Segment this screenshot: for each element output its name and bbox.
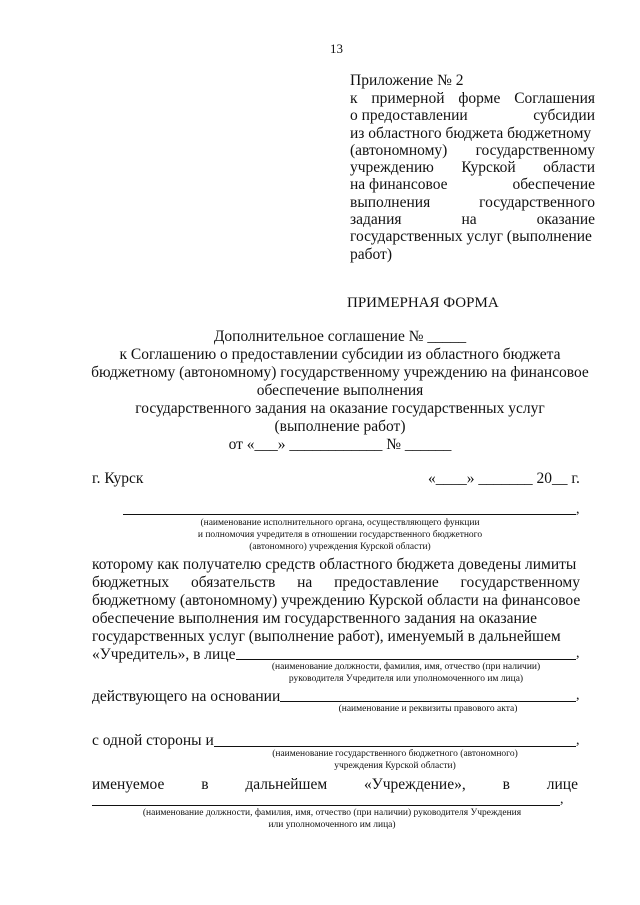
- appendix-line-7: [350, 194, 595, 211]
- named-word: лице: [546, 776, 578, 793]
- p1-word: бюджетному (автономному) учреждению Курской области на финансовое: [92, 592, 581, 609]
- named-line: [92, 776, 578, 794]
- appendix-word: форме: [458, 90, 501, 107]
- acting-caption: (наименование и реквизиты правового акта): [338, 704, 518, 714]
- appendix-word: к: [350, 90, 358, 107]
- p1-line-3: [92, 592, 580, 610]
- date-field: «____» _______ 20__ г.: [428, 470, 580, 487]
- appendix-word: государственных услуг (выполнение: [350, 228, 592, 246]
- appendix-line-4: [350, 142, 595, 159]
- appendix-last-line: работ): [350, 246, 392, 263]
- appendix-text: [350, 90, 595, 246]
- appendix-word: оказание: [536, 211, 595, 229]
- one-side-caption-1: (наименование государственного бюджетного (автономного): [272, 749, 518, 759]
- founder-caption-3: (автономного) учреждения Курской области): [249, 542, 431, 552]
- p1-caption-1: (наименование должности, фамилия, имя, отчество (при наличии): [271, 662, 541, 672]
- agreement-number: Дополнительное соглашение № _____: [213, 328, 467, 345]
- appendix-line-1: [350, 90, 595, 107]
- p1-word: бюджетных: [92, 574, 170, 591]
- agreement-line-2: к Соглашению о предоставлении субсидии из областного бюджета: [119, 346, 561, 363]
- institution-comma: ,: [576, 733, 580, 748]
- appendix-word: из областного бюджета бюджетному: [350, 124, 592, 142]
- founder-representative-line[interactable]: [236, 659, 576, 660]
- one-side-caption-2: учреждения Курской области): [334, 761, 456, 771]
- appendix-line-9: [350, 228, 595, 245]
- named-word: «Учреждение»,: [364, 776, 466, 793]
- appendix-word: о предоставлении: [350, 107, 468, 125]
- body-paragraph: [92, 556, 580, 646]
- p1-word: обеспечение выполнения им государственного задания на оказание: [92, 610, 538, 627]
- form-heading: ПРИМЕРНАЯ ФОРМА: [347, 295, 499, 311]
- place: г. Курск: [92, 470, 144, 487]
- named-word: дальнейшем: [245, 776, 328, 793]
- appendix-word: примерной: [371, 90, 445, 107]
- p1-word: государственному: [460, 574, 580, 591]
- p1-caption-2: руководителя Учредителя или уполномоченного им лица): [288, 674, 524, 684]
- acting-basis-line[interactable]: [280, 701, 576, 702]
- founder-label: «Учредитель», в лице: [92, 646, 236, 663]
- p1-line-1: [92, 556, 580, 574]
- appendix-word: задания: [350, 211, 402, 229]
- founder-caption-1: (наименование исполнительного органа, осуществляющего функции: [200, 518, 480, 528]
- p1-word: которому как получателю средств областного бюджета доведены лимиты: [92, 556, 577, 573]
- appendix-word: государственному: [475, 141, 595, 159]
- one-side-label: с одной стороны и: [92, 732, 214, 749]
- institution-representative-comma: ,: [560, 792, 564, 807]
- appendix-word: учреждению: [350, 159, 434, 177]
- founder-comma: ,: [576, 502, 580, 517]
- appendix-word: области: [543, 159, 595, 177]
- page-number: 13: [330, 41, 343, 56]
- founder-caption-2: и полномочия учредителя в отношении государственного бюджетного: [197, 530, 483, 540]
- p1-word: на: [297, 574, 313, 591]
- institution-line[interactable]: [214, 746, 576, 747]
- appendix-word: выполнения: [350, 193, 431, 211]
- appendix-line-2: [350, 107, 595, 124]
- founder-blank-line[interactable]: [123, 514, 576, 515]
- acting-comma: ,: [576, 688, 580, 703]
- named-word: в: [201, 776, 209, 793]
- agreement-line-4: обеспечение выполнения: [256, 382, 424, 399]
- appendix-word: (автономному): [350, 141, 448, 159]
- institution-representative-line[interactable]: [92, 805, 560, 806]
- appendix-word: на: [461, 211, 477, 229]
- appendix-word: государственного: [479, 193, 595, 211]
- named-word: в: [502, 776, 510, 793]
- appendix-word: обеспечение: [512, 176, 595, 194]
- named-word: именуемое: [92, 776, 165, 793]
- p1-line-2: [92, 574, 580, 592]
- appendix-title: Приложение № 2: [350, 72, 464, 89]
- appendix-line-8: [350, 211, 595, 228]
- acting-label: действующего на основании: [92, 688, 281, 705]
- last-caption-2: или уполномоченного им лица): [268, 820, 396, 830]
- agreement-date-number: от «___» ____________ № ______: [228, 436, 452, 453]
- appendix-word: Соглашения: [514, 90, 595, 107]
- appendix-line-5: [350, 159, 595, 176]
- p1-word: обязательств: [190, 574, 276, 591]
- appendix-line-3: [350, 125, 595, 142]
- appendix-word: субсидии: [533, 107, 595, 125]
- p1-line-5: [92, 628, 580, 646]
- appendix-word: на финансовое: [350, 176, 448, 194]
- agreement-line-3: бюджетному (автономному) государственному учреждению на финансовое: [91, 364, 589, 381]
- agreement-line-5: государственного задания на оказание государственных услуг: [135, 400, 545, 417]
- appendix-line-6: [350, 176, 595, 193]
- p1-word: государственных услуг (выполнение работ), именуемый в дальнейшем: [92, 628, 561, 645]
- p1-line-4: [92, 610, 580, 628]
- appendix-word: Курской: [461, 159, 516, 177]
- p1-word: предоставление: [334, 574, 439, 591]
- founder-representative-comma: ,: [576, 646, 580, 661]
- agreement-line-6: (выполнение работ): [274, 418, 406, 435]
- last-caption-1: (наименование должности, фамилия, имя, отчество (при наличии) руководителя Учреждения: [142, 808, 522, 818]
